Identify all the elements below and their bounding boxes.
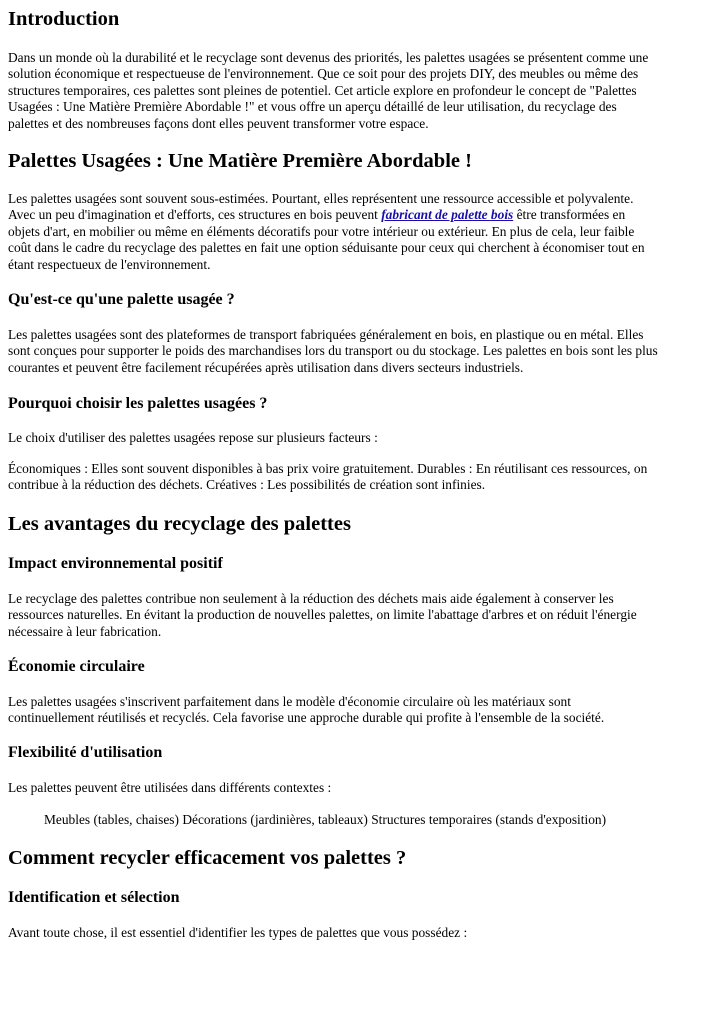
heading-identification: Identification et sélection	[8, 889, 180, 906]
heading-flexibilite: Flexibilité d'utilisation	[8, 744, 163, 761]
heading-comment-recycler: Comment recycler efficacement vos palettes ?	[8, 847, 407, 869]
quest-paragraph: Les palettes usagées sont des plateformes de transport fabriquées généralement en bois, en plastique ou en métal. Elles sont conçues pour supporter le poids des marchandises lors du transport ou du stockage. Les palettes en bois sont les plus courantes et peuvent être facilement récupérées après utilisation dans divers secteurs industriels.	[8, 327, 658, 375]
heading-economie: Économie circulaire	[8, 658, 145, 675]
pourquoi-paragraph-2: Économiques : Elles sont souvent disponibles à bas prix voire gratuitement. Durables : En réutilisant ces ressources, on contribue à la réduction des déchets. Créatives : Les possibilités de création sont infinies.	[8, 461, 648, 493]
fabricant-palette-link[interactable]: fabricant de palette bois	[381, 207, 514, 223]
heading-quest-palette: Qu'est-ce qu'une palette usagée ?	[8, 291, 235, 308]
heading-avantages: Les avantages du recyclage des palettes	[8, 513, 351, 535]
impact-paragraph: Le recyclage des palettes contribue non seulement à la réduction des déchets mais aide également à conserver les ressources naturelles. En évitant la production de nouvelles palettes, on limite l'abattage d'arbres et on réduit l'énergie nécessaire à leur fabrication.	[8, 591, 637, 639]
economie-paragraph: Les palettes usagées s'inscrivent parfaitement dans le modèle d'économie circulaire où les matériaux sont continuellement réutilisés et recyclés. Cela favorise une approche durable qui profite à l'ensemble de la société.	[8, 694, 605, 726]
flex-paragraph: Les palettes peuvent être utilisées dans différents contextes :	[8, 780, 332, 795]
ident-paragraph: Avant toute chose, il est essentiel d'identifier les types de palettes que vous possédez :	[8, 925, 468, 940]
heading-impact: Impact environnemental positif	[8, 555, 223, 572]
heading-palettes-usagees: Palettes Usagées : Une Matière Première Abordable !	[8, 150, 472, 172]
pourquoi-paragraph-1: Le choix d'utiliser des palettes usagées repose sur plusieurs facteurs :	[8, 430, 378, 445]
intro-paragraph: Dans un monde où la durabilité et le recyclage sont devenus des priorités, les palettes usagées se présentent comme une solution économique et respectueuse de l'environnement. Que ce soit pour des projets DIY, des meubles ou même des structures temporaires, ces palettes sont pleines de potentiel. Cet article explore en profondeur le concept de "Palettes Usagées : Une Matière Première Abordable !" et vous offre un aperçu détaillé de leur utilisation, du recyclage des palettes et des nombreuses façons dont elles peuvent transformer votre espace.	[8, 50, 649, 131]
palettes-paragraph: Les palettes usagées sont souvent sous-estimées. Pourtant, elles représentent une ressource accessible et polyvalente. Avec un peu d'imagination et d'efforts, ces structures en bois peuvent fabricant de palette bois être transformées en objets d'art, en mobilier ou même en éléments décoratifs pour votre intérieur ou extérieur. En plus de cela, leur faible coût dans le cadre du recyclage des palettes en fait une option séduisante pour ceux qui cherchent à économiser tout en étant respectueux de l'environnement.	[8, 191, 645, 272]
flex-list: Meubles (tables, chaises) Décorations (jardinières, tableaux) Structures temporaires (stands d'exposition)	[44, 812, 607, 827]
heading-introduction: Introduction	[8, 8, 120, 30]
heading-pourquoi: Pourquoi choisir les palettes usagées ?	[8, 395, 268, 412]
